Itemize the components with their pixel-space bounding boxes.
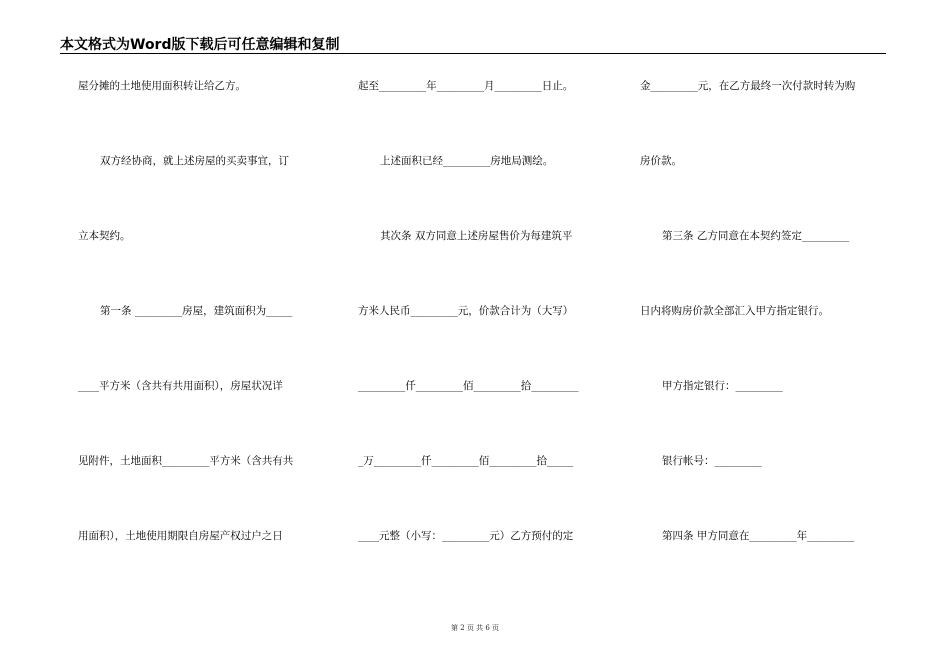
text-line: 上述面积已经_________房地局测绘。 xyxy=(380,155,554,167)
text-line: 方米人民币_________元，价款合计为（大写） xyxy=(358,305,574,317)
document-header-title: 本文格式为Word版下载后可任意编辑和复制 xyxy=(60,37,340,53)
page-number-footer: 第 2 页 共 6 页 xyxy=(450,624,500,632)
text-line: ____元整（小写：_________元）乙方预付的定 xyxy=(358,530,574,542)
text-line: 其次条 双方同意上述房屋售价为每建筑平 xyxy=(380,230,573,242)
text-line: 银行帐号：_________ xyxy=(662,455,762,467)
text-line: _________仟_________佰_________拾_________ xyxy=(358,380,579,392)
text-line: 第三条 乙方同意在本契约签定_________ xyxy=(662,230,850,242)
text-line: ____平方米（含共有共用面积），房屋状况详 xyxy=(78,380,283,392)
text-line: 用面积），土地使用期限自房屋产权过户之日 xyxy=(78,530,283,542)
text-line: 屋分摊的土地使用面积转让给乙方。 xyxy=(78,80,246,92)
text-line: 日内将购房价款全部汇入甲方指定银行。 xyxy=(640,305,829,317)
text-line: 房价款。 xyxy=(640,155,682,167)
text-line: 甲方指定银行：_________ xyxy=(662,380,783,392)
text-line: 立本契约。 xyxy=(78,230,131,242)
text-line: 第一条 _________房屋，建筑面积为_____ xyxy=(100,305,293,317)
text-line: 起至_________年_________月_________日止。 xyxy=(358,80,574,92)
text-line: 见附件，土地面积_________平方米（含共有共 xyxy=(78,455,294,467)
text-line: _万_________仟_________佰_________拾_____ xyxy=(358,455,574,467)
header-divider xyxy=(60,53,886,54)
text-line: 双方经协商，就上述房屋的买卖事宜，订 xyxy=(100,155,289,167)
text-line: 第四条 甲方同意在_________年_________ xyxy=(662,530,855,542)
text-line: 金_________元，在乙方最终一次付款时转为购 xyxy=(640,80,856,92)
